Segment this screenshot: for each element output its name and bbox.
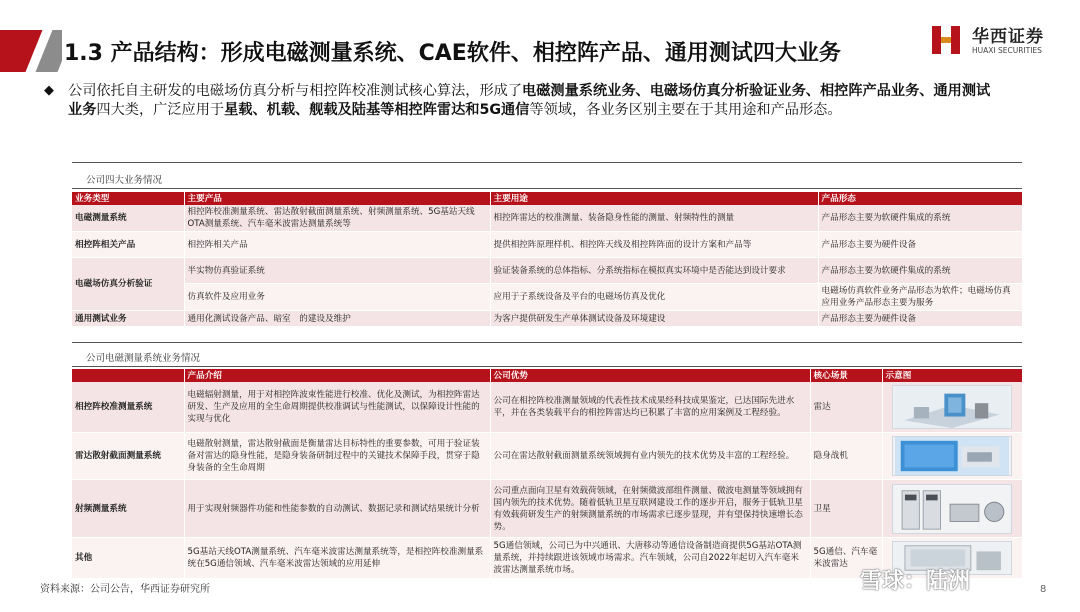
table-row (72, 382, 1022, 433)
business-type: 电磁测量系统 (72, 205, 184, 232)
table1-header-rule (72, 188, 1022, 189)
main-use: 验证装备系统的总体指标、分系统指标在模拟真实环境中是否能达到设计要求 (490, 258, 818, 284)
product-intro: 电磁散射测量，雷达散射截面是衡量雷达目标特性的重要参数，可用于验证装备对雷达的隐身性能，是隐身装备研制过程中的关键技术保障手段，贯穿于隐身装备的全生命周期 (184, 433, 490, 480)
product-form: 产品形态主要为硬件设备 (818, 311, 1022, 327)
table-row (72, 480, 1022, 538)
company-advantage: 公司在相控阵校准测量领域的代表性技术成果经科技成果鉴定，已达国际先进水平，并在各类装载平台的相控阵雷达均已积累了丰富的应用案例及工程经验。 (490, 382, 810, 433)
table-header-cell: 主要产品 (184, 192, 490, 205)
core-scene: 卫星 (810, 480, 882, 538)
rf-test-rack-image (892, 484, 1012, 534)
main-product: 相控阵校准测量系统、雷达散射截面测量系统、射频测量系统、5G基站天线OTA测量系统、汽车毫米波雷达测量系统等 (184, 205, 490, 232)
core-scene: 雷达 (810, 382, 882, 433)
table-header-cell (72, 369, 184, 382)
main-use: 应用于子系统设备及平台的电磁场仿真及优化 (490, 284, 818, 311)
main-use: 为客户提供研发生产单体测试设备及环境建设 (490, 311, 818, 327)
table-header-cell: 示意图 (882, 369, 1022, 382)
illustration-cell (882, 433, 1022, 480)
table-row (72, 311, 1022, 327)
core-scene: 隐身战机 (810, 433, 882, 480)
phased-array-lab-image (892, 385, 1012, 429)
watermark: 雪球：陆洲 (860, 569, 971, 594)
product-intro: 电磁辐射测量，用于对相控阵波束性能进行校准、优化及测试，为相控阵雷达研发、生产及应用的全生命周期提供校准调试与性能测试，以保障设计性能的实现与优化 (184, 382, 490, 433)
table-header-cell: 公司优势 (490, 369, 810, 382)
company-advantage: 5G通信领域，公司已为中兴通讯、大唐移动等通信设备制造商提供5G基站OTA测量系统，并持续跟进该领域市场需求。汽车领域，公司自2022年起切入汽车毫米波雷达测量系统市场。 (490, 538, 810, 579)
main-use: 相控阵雷达的校准测量、装备隐身性能的测量、射频特性的测量 (490, 205, 818, 232)
table1-top-rule (72, 162, 1022, 163)
table-row (72, 205, 1022, 232)
product-form: 产品形态主要为硬件设备 (818, 232, 1022, 258)
business-type: 电磁场仿真分析验证 (72, 258, 184, 311)
table-header-cell: 核心场景 (810, 369, 882, 382)
main-use: 提供相控阵原理样机、相控阵天线及相控阵阵面的设计方案和产品等 (490, 232, 818, 258)
product-intro: 用于实现射频器件功能和性能参数的自动测试、数据记录和测试结果统计分析 (184, 480, 490, 538)
product-form: 产品形态主要为软硬件集成的系统 (818, 258, 1022, 284)
huaxi-logo-icon (928, 22, 964, 58)
business-overview-table (72, 192, 1023, 327)
table-row (72, 258, 1022, 284)
table-header-cell: 主要用途 (490, 192, 818, 205)
system-name: 其他 (72, 538, 184, 579)
table-row (72, 232, 1022, 258)
table2-caption: 公司电磁测量系统业务情况 (86, 353, 201, 364)
illustration-cell (882, 382, 1022, 433)
company-advantage: 公司重点面向卫星有效载荷领域，在射频微波部组件测量、微波电测量等领域拥有国内领先的技术优势。随着低轨卫星互联网建设工作的逐步开启，服务于低轨卫星有效载荷研发生产的射频测量系统的市场需求已逐步显现，并有望保持快速增长态势。 (490, 480, 810, 538)
business-type: 相控阵相关产品 (72, 232, 184, 258)
table-header-row (72, 369, 1022, 382)
logo-name-en: HUAXI SECURITIES (972, 46, 1042, 55)
intro-text: 公司依托自主研发的电磁场仿真分析与相控阵校准测试核心算法，形成了电磁测量系统业务、电磁场仿真分析验证业务、相控阵产品业务、通用测试业务四大类，广泛应用于星载、机载、舰载及陆基等相控阵雷达和5G通信等领域，各业务区别主要在于其用途和产品形态。 (68, 83, 991, 118)
table-row (72, 433, 1022, 480)
logo-name-cn: 华西证券 (972, 27, 1044, 47)
system-name: 相控阵校准测量系统 (72, 382, 184, 433)
rcs-chamber-image (892, 436, 1012, 476)
table1-caption: 公司四大业务情况 (86, 175, 163, 186)
diamond-bullet-icon: ◆ (44, 83, 54, 98)
table-header-cell: 产品形态 (818, 192, 1022, 205)
source-note: 资料来源：公司公告，华西证券研究所 (40, 584, 210, 595)
company-logo (928, 20, 1068, 60)
table2-header-rule (72, 366, 1022, 367)
em-measurement-table (72, 369, 1023, 579)
system-name: 射频测量系统 (72, 480, 184, 538)
table-header-row (72, 192, 1022, 205)
page-title: 1.3 产品结构：形成电磁测量系统、CAE软件、相控阵产品、通用测试四大业务 (64, 41, 841, 66)
company-advantage: 公司在雷达散射截面测量系统领域拥有业内领先的技术优势及丰富的工程经验。 (490, 433, 810, 480)
main-product: 半实物仿真验证系统 (184, 258, 490, 284)
table2-top-rule (72, 342, 1022, 343)
system-name: 雷达散射截面测量系统 (72, 433, 184, 480)
product-form: 产品形态主要为软硬件集成的系统 (818, 205, 1022, 232)
table-header-cell: 产品介绍 (184, 369, 490, 382)
table-header-cell: 业务类型 (72, 192, 184, 205)
main-product: 通用化测试设备产品、暗室 的建设及维护 (184, 311, 490, 327)
illustration-cell (882, 480, 1022, 538)
main-product: 仿真软件及应用业务 (184, 284, 490, 311)
page-number: 8 (1040, 584, 1047, 595)
product-form: 电磁场仿真软件业务产品形态为软件；电磁场仿真应用业务产品形态主要为服务 (818, 284, 1022, 311)
core-scene: 5G通信、汽车毫米波雷达 (810, 538, 882, 579)
main-product: 相控阵相关产品 (184, 232, 490, 258)
product-intro: 5G基站天线OTA测量系统、汽车毫米波雷达测量系统等，是相控阵校准测量系统在5G通信领域、汽车毫米波雷达领域的应用延伸 (184, 538, 490, 579)
business-type: 通用测试业务 (72, 311, 184, 327)
table-row (72, 284, 1022, 311)
